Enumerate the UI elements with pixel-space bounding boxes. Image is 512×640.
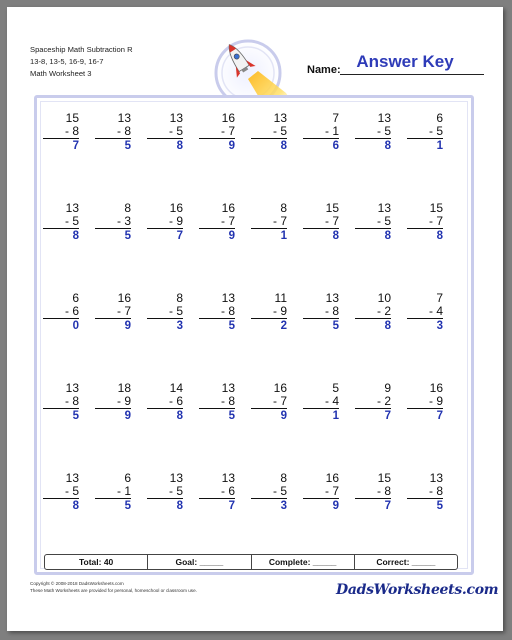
subtrahend: - 1	[95, 485, 131, 499]
subtrahend: - 7	[199, 125, 235, 139]
answer: 8	[384, 230, 391, 242]
subtrahend: - 4	[303, 395, 339, 409]
subtraction-problem	[407, 472, 443, 518]
subtrahend: - 7	[251, 395, 287, 409]
subtraction-problem	[43, 382, 79, 428]
subtraction-problem	[407, 382, 443, 428]
subtrahend: - 5	[251, 125, 287, 139]
subtraction-problem	[407, 202, 443, 248]
subtraction-problem	[43, 292, 79, 338]
minuend: 13	[273, 111, 287, 125]
answer: 5	[124, 230, 131, 242]
minuend: 16	[429, 381, 443, 395]
answer: 9	[332, 500, 339, 512]
subtraction-problem	[251, 472, 287, 518]
subtraction-problem	[407, 112, 443, 158]
subtraction-problem	[43, 472, 79, 518]
minuend: 6	[436, 111, 443, 125]
subtraction-problem	[355, 382, 391, 428]
minuend: 13	[169, 111, 183, 125]
answer: 7	[436, 410, 443, 422]
total-count: Total: 40	[45, 555, 148, 569]
subtraction-problem	[355, 292, 391, 338]
subtrahend: - 9	[407, 395, 443, 409]
name-label: Name:	[307, 64, 341, 76]
subtraction-problem	[355, 112, 391, 158]
subtrahend: - 4	[407, 305, 443, 319]
answer: 0	[72, 320, 79, 332]
answer: 5	[332, 320, 339, 332]
minuend: 7	[332, 111, 339, 125]
score-bar	[44, 554, 458, 570]
answer: 7	[176, 230, 183, 242]
subtrahend: - 6	[199, 485, 235, 499]
answer: 3	[176, 320, 183, 332]
subtrahend: - 9	[147, 215, 183, 229]
answer: 8	[280, 140, 287, 152]
subtraction-problem	[95, 112, 131, 158]
subtraction-problem	[147, 472, 183, 518]
minuend: 11	[274, 291, 287, 305]
subtraction-problem	[355, 202, 391, 248]
subtraction-problem	[147, 382, 183, 428]
subtrahend: - 8	[303, 305, 339, 319]
subtraction-problem	[251, 292, 287, 338]
subtraction-problem	[147, 292, 183, 338]
minuend: 16	[221, 201, 235, 215]
subtrahend: - 5	[251, 485, 287, 499]
subtraction-problem	[95, 202, 131, 248]
minuend: 10	[377, 291, 391, 305]
answer: 8	[384, 320, 391, 332]
subtraction-problem	[199, 202, 235, 248]
goal-field: Goal: _____	[148, 555, 251, 569]
subtrahend: - 8	[199, 305, 235, 319]
answer: 5	[124, 140, 131, 152]
minuend: 16	[221, 111, 235, 125]
subtrahend: - 7	[95, 305, 131, 319]
minuend: 15	[325, 201, 339, 215]
answer: 2	[280, 320, 287, 332]
minuend: 16	[325, 471, 339, 485]
subtraction-problem	[303, 112, 339, 158]
subtraction-problem	[199, 382, 235, 428]
answer: 8	[384, 140, 391, 152]
minuend: 8	[124, 201, 131, 215]
subtraction-problem	[43, 202, 79, 248]
subtraction-problem	[95, 292, 131, 338]
answer: 9	[228, 230, 235, 242]
minuend: 6	[124, 471, 131, 485]
answer: 7	[384, 500, 391, 512]
answer: 7	[228, 500, 235, 512]
minuend: 13	[221, 381, 235, 395]
usage-note: These Math Worksheets are provided for personal, homeschool or classroom use.	[30, 588, 197, 593]
subtrahend: - 7	[251, 215, 287, 229]
minuend: 13	[221, 291, 235, 305]
subtraction-problem	[251, 112, 287, 158]
subtrahend: - 5	[147, 125, 183, 139]
subtraction-problem	[199, 292, 235, 338]
minuend: 16	[273, 381, 287, 395]
subtraction-problem	[251, 202, 287, 248]
subtrahend: - 5	[407, 125, 443, 139]
minuend: 7	[436, 291, 443, 305]
minuend: 15	[429, 201, 443, 215]
subtraction-problem	[355, 472, 391, 518]
answer: 7	[72, 140, 79, 152]
answer: 3	[280, 500, 287, 512]
subtraction-problem	[199, 112, 235, 158]
answer: 8	[332, 230, 339, 242]
subtraction-problem	[251, 382, 287, 428]
minuend: 13	[377, 111, 391, 125]
problem-row	[43, 472, 463, 520]
minuend: 13	[117, 111, 131, 125]
subtraction-problem	[95, 472, 131, 518]
answer: 1	[332, 410, 339, 422]
minuend: 5	[332, 381, 339, 395]
minuend: 15	[65, 111, 79, 125]
subtrahend: - 5	[355, 215, 391, 229]
subtrahend: - 9	[251, 305, 287, 319]
subtraction-problem	[303, 382, 339, 428]
subtrahend: - 8	[355, 485, 391, 499]
subtrahend: - 6	[43, 305, 79, 319]
answer-key-label: Answer Key	[356, 52, 454, 71]
minuend: 18	[117, 381, 131, 395]
problem-row	[43, 292, 463, 340]
subtrahend: - 8	[95, 125, 131, 139]
subtraction-problem	[199, 472, 235, 518]
brand-logo: DadsWorksheets.com	[336, 582, 499, 598]
problem-row	[43, 202, 463, 250]
subtrahend: - 8	[43, 125, 79, 139]
answer: 5	[124, 500, 131, 512]
subtraction-problem	[147, 112, 183, 158]
subtrahend: - 3	[95, 215, 131, 229]
subtrahend: - 8	[43, 395, 79, 409]
minuend: 8	[176, 291, 183, 305]
copyright-line: Copyright © 2008-2018 DadsWorksheets.com	[30, 581, 124, 586]
subtrahend: - 5	[147, 305, 183, 319]
minuend: 13	[429, 471, 443, 485]
worksheet-title: Spaceship Math Subtraction R	[30, 45, 133, 54]
subtrahend: - 5	[43, 215, 79, 229]
minuend: 13	[65, 381, 79, 395]
worksheet-subtitle: Math Worksheet 3	[30, 69, 92, 78]
minuend: 13	[377, 201, 391, 215]
answer: 1	[436, 140, 443, 152]
subtrahend: - 6	[147, 395, 183, 409]
minuend: 16	[117, 291, 131, 305]
answer: 8	[176, 500, 183, 512]
minuend: 13	[221, 471, 235, 485]
subtrahend: - 7	[303, 485, 339, 499]
subtraction-problem	[407, 292, 443, 338]
problem-row	[43, 382, 463, 430]
minuend: 14	[169, 381, 183, 395]
answer: 9	[228, 140, 235, 152]
answer: 8	[176, 140, 183, 152]
answer: 6	[332, 140, 339, 152]
minuend: 13	[169, 471, 183, 485]
minuend: 8	[280, 201, 287, 215]
subtraction-problem	[303, 472, 339, 518]
answer: 5	[436, 500, 443, 512]
correct-field: Correct: _____	[376, 557, 436, 567]
subtraction-problem	[43, 112, 79, 158]
subtrahend: - 7	[407, 215, 443, 229]
fact-list: 13-8, 13-5, 16-9, 16-7	[30, 57, 104, 66]
answer: 8	[176, 410, 183, 422]
answer: 5	[228, 410, 235, 422]
problem-row	[43, 112, 463, 160]
name-field-line	[340, 74, 484, 75]
answer: 8	[436, 230, 443, 242]
subtrahend: - 7	[199, 215, 235, 229]
minuend: 15	[377, 471, 391, 485]
subtrahend: - 9	[95, 395, 131, 409]
minuend: 9	[384, 381, 391, 395]
complete-field: Complete: _____	[252, 555, 355, 569]
subtrahend: - 5	[147, 485, 183, 499]
answer: 5	[72, 410, 79, 422]
subtraction-problem	[303, 292, 339, 338]
subtrahend: - 7	[303, 215, 339, 229]
minuend: 16	[169, 201, 183, 215]
answer: 3	[436, 320, 443, 332]
answer: 9	[124, 410, 131, 422]
subtrahend: - 8	[407, 485, 443, 499]
answer: 9	[124, 320, 131, 332]
answer: 8	[72, 230, 79, 242]
subtrahend: - 2	[355, 305, 391, 319]
answer: 9	[280, 410, 287, 422]
answer: 7	[384, 410, 391, 422]
answer: 1	[280, 230, 287, 242]
answer: 8	[72, 500, 79, 512]
subtraction-problem	[303, 202, 339, 248]
answer: 5	[228, 320, 235, 332]
minuend: 13	[65, 201, 79, 215]
minuend: 8	[280, 471, 287, 485]
minuend: 6	[72, 291, 79, 305]
subtrahend: - 5	[355, 125, 391, 139]
subtraction-problem	[95, 382, 131, 428]
subtrahend: - 5	[43, 485, 79, 499]
subtrahend: - 2	[355, 395, 391, 409]
minuend: 13	[325, 291, 339, 305]
subtrahend: - 1	[303, 125, 339, 139]
subtraction-problem	[147, 202, 183, 248]
subtrahend: - 8	[199, 395, 235, 409]
minuend: 13	[65, 471, 79, 485]
